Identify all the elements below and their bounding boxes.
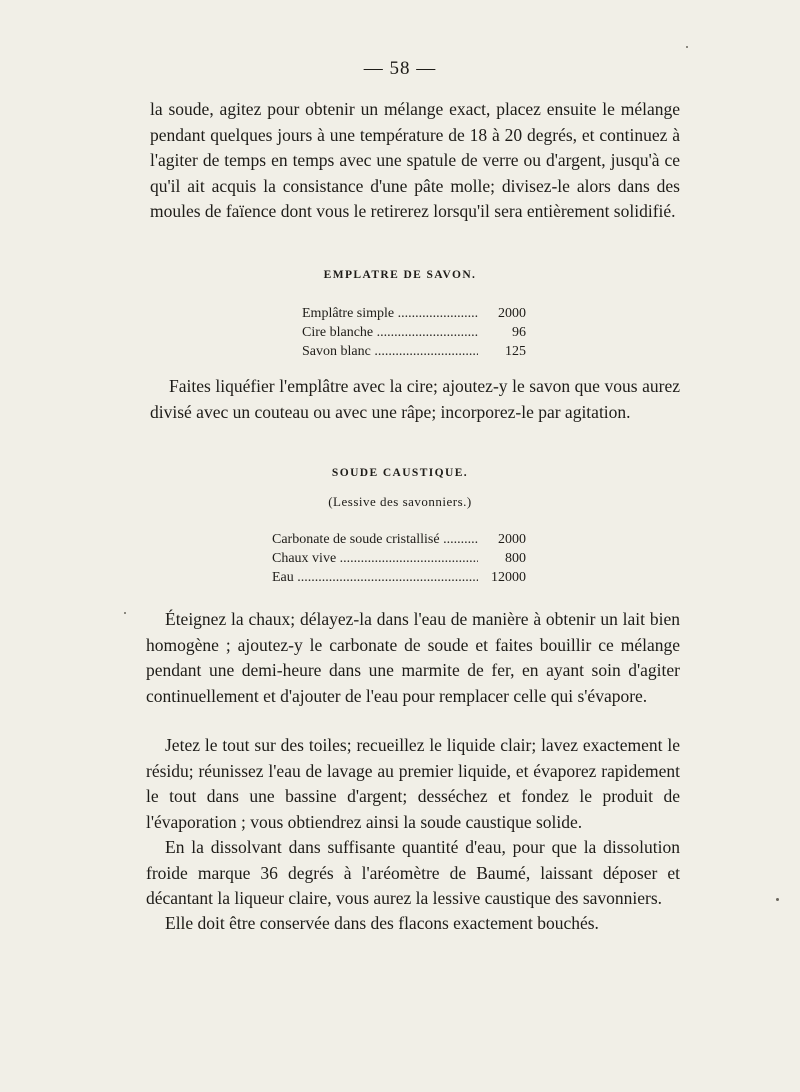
soude-ingredients	[272, 530, 526, 587]
soude-paragraph: Jetez le tout sur des toiles; recueillez le liquide clair; lavez exactement le résidu; réunissez l'eau de lavage au premier liquide, et évaporez rapidement le tout dans une bassine d'argent; desséchez et fondez le produit de l'évaporation ; vous obtiendrez ainsi la soude caustique solide.	[146, 735, 680, 832]
emplatre-instructions: Faites liquéfier l'emplâtre avec la cire; ajoutez-y le savon que vous aurez divisé avec un couteau ou avec une râpe; incorporez-le par agitation.	[150, 376, 680, 422]
ingredient-name: Carbonate de soude cristallisé .....	[272, 530, 478, 549]
soude-paragraph: Éteignez la chaux; délayez-la dans l'eau de manière à obtenir un lait bien homogène ; ajoutez-y le carbonate de soude et faites bouillir ce mélange pendant une demi-heure dans une marmite de fer, en ayant soin d'agiter continuellement et d'ajouter de l'eau pour remplacer celle qui s'évapore.	[146, 609, 680, 706]
ingredient-row	[302, 342, 526, 361]
ingredient-quantity: 96	[512, 325, 526, 340]
soude-paragraph: En la dissolvant dans suffisante quantité d'eau, pour que la dissolution froide marque 36 degrés à l'aréomètre de Baumé, laissant déposer et décantant la liqueur claire, vous aurez la lessive caustique des savonniers.	[146, 837, 680, 908]
ingredient-quantity: 12000	[491, 570, 526, 585]
emplatre-heading: EMPLATRE DE SAVON.	[323, 269, 477, 281]
emplatre-ingredients	[302, 304, 526, 361]
ingredient-quantity: 800	[505, 551, 526, 566]
soude-subheading: (Lessive des savonniers.)	[328, 494, 472, 509]
ingredient-quantity: 125	[505, 344, 526, 359]
page-number: — 58 —	[363, 58, 437, 79]
ingredient-name: Savon blanc .....	[302, 342, 478, 361]
ingredient-row	[272, 568, 526, 587]
ingredient-name: Cire blanche .....	[302, 323, 478, 342]
paper-speck	[124, 612, 126, 614]
ingredient-quantity: 2000	[498, 532, 526, 547]
ingredient-name: Eau .....	[272, 568, 478, 587]
paper-speck	[686, 46, 688, 48]
ingredient-name: Chaux vive .....	[272, 549, 478, 568]
ingredient-row	[272, 530, 526, 549]
paper-speck	[776, 898, 779, 901]
intro-paragraph: la soude, agitez pour obtenir un mélange exact, placez ensuite le mélange pendant quelques jours à une température de 18 à 20 degrés, et continuez à l'agiter de temps en temps avec une spatule de verre ou d'argent, jusqu'à ce qu'il ait acquis la consistance d'une pâte molle; divisez-le alors dans des moules de faïence dont vous le retirerez lorsqu'il sera entièrement solidifié.	[150, 99, 680, 221]
ingredient-row	[272, 549, 526, 568]
ingredient-row	[302, 323, 526, 342]
ingredient-row	[302, 304, 526, 323]
soude-heading: SOUDE CAUSTIQUE.	[331, 467, 469, 479]
soude-paragraph: Elle doit être conservée dans des flacons exactement bouchés.	[165, 913, 599, 933]
ingredient-quantity: 2000	[498, 306, 526, 321]
ingredient-name: Emplâtre simple .....	[302, 304, 478, 323]
